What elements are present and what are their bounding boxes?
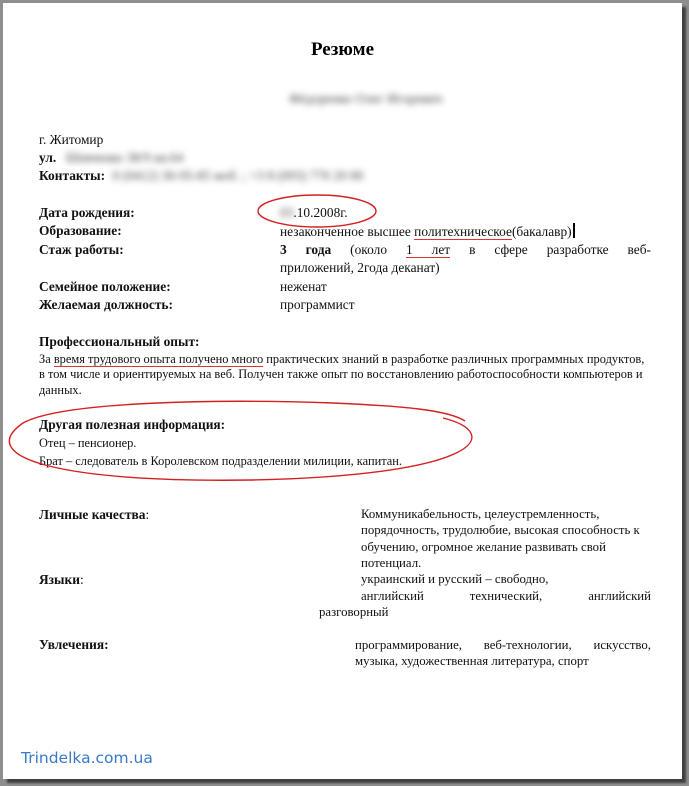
resume-title: Резюме [310, 39, 375, 60]
city-text: г. Житомир [39, 132, 104, 147]
experience-line-1 [280, 242, 651, 260]
experience-text-a: (около [350, 242, 406, 257]
professional-text-underlined: время трудового опыта получено много [53, 352, 264, 366]
professional-text-a: За [39, 352, 54, 366]
hobbies-line-1: программирование, веб-технологии, искусство, [355, 638, 651, 652]
other-info-heading: Другая полезная информация: [39, 417, 226, 432]
birth-date-rest: .10.2008г. [293, 205, 348, 220]
birth-label: Дата рождения: [39, 205, 135, 220]
experience-line-2: приложений, 2года деканат) [280, 260, 440, 275]
text-cursor [573, 223, 575, 238]
family-label: Семейное положение: [39, 279, 171, 294]
site-watermark: Trindelka.com.ua [21, 749, 153, 767]
experience-years: 3 года [280, 242, 332, 257]
qualities-label: Личные качества [39, 507, 146, 522]
other-info-line-1: Отец – пенсионер. [39, 436, 137, 450]
contacts-value-blurred: 0 (0412) 30-95-85 моб. ; +3 8 (093) 770 20 00 [112, 168, 364, 183]
position-value: программист [280, 297, 355, 312]
full-name-blurred: Фёдоренко Олег Игоревич [289, 91, 443, 106]
professional-heading: Профессиональный опыт: [39, 334, 200, 349]
qualities-colon: : [145, 507, 150, 522]
languages-line-1: украинский и русский – свободно, [361, 572, 549, 586]
position-label: Желаемая должность: [39, 297, 173, 312]
family-value: неженат [280, 279, 327, 294]
professional-text-c: практических знаний в разработке различных программных продуктов, в том числе и ориентируемых на веб. Получен также опыт по восстановлению работоспособности компьютеров и данных. [39, 352, 645, 397]
experience-label: Стаж работы: [39, 242, 124, 257]
education-text-1: незаконченное высшее [280, 224, 415, 239]
street-label: ул. [39, 150, 57, 165]
street-value-blurred: Шевченко 38/9 кв.64 [65, 150, 184, 165]
contacts-label: Контакты: [39, 168, 106, 183]
professional-text [39, 352, 651, 398]
languages-line-2: английский технический, английский [361, 589, 651, 603]
experience-text-underlined: 1 лет [406, 242, 451, 257]
experience-text-c: в сфере разработке веб- [450, 242, 651, 257]
languages-label: Языки [39, 572, 80, 587]
resume-page [3, 3, 682, 779]
birth-day-blurred: 03 [280, 205, 294, 220]
other-info-line-2: Брат – следователь в Королевском подразделении милиции, капитан. [39, 454, 403, 468]
education-text-3: (бакалавр) [511, 224, 572, 239]
hobbies-line-2: музыка, художественная литература, спорт [355, 654, 589, 668]
qualities-text: Коммуникабельность, целеустремленность, порядочность, трудолюбие, высокая способность к обучению, огромное желание развивать свой потенциал. [361, 507, 640, 571]
hobbies-label: Увлечения: [39, 637, 109, 652]
education-text-underlined: политехническое [414, 224, 512, 239]
education-label: Образование: [39, 223, 122, 238]
languages-colon: : [79, 572, 84, 587]
languages-line-3: разговорный [319, 605, 389, 619]
